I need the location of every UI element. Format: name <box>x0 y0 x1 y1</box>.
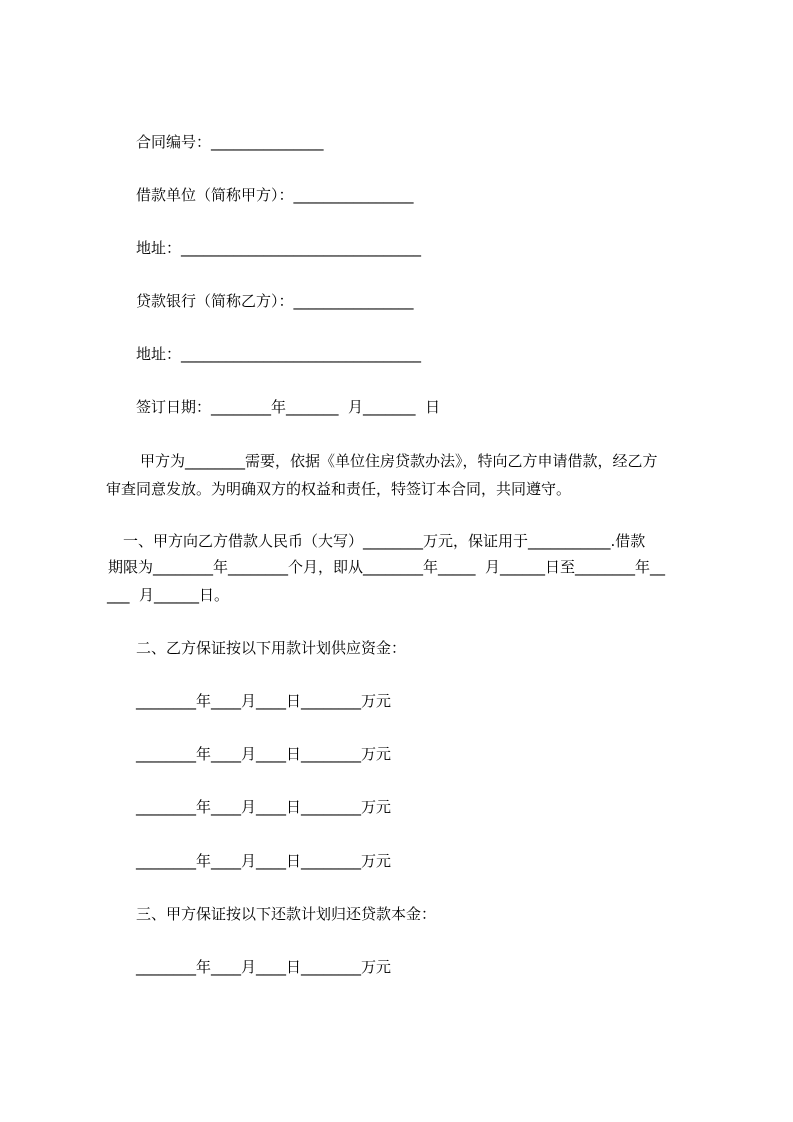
repayment-schedule-row: ________年____月____日________万元 <box>136 958 392 976</box>
intro-paragraph-line-2: 审查同意发放。为明确双方的权益和责任，特签订本合同，共同遵守。 <box>106 480 572 498</box>
clause-1-line-3: ___ 月______日。 <box>107 586 230 604</box>
lender-address-field: 地址：________________________________ <box>136 345 422 363</box>
borrower-field: 借款单位（简称甲方）：________________ <box>136 186 414 204</box>
clause-3-title: 三、甲方保证按以下还款计划归还贷款本金： <box>136 905 437 923</box>
clause-2-title: 二、乙方保证按以下用款计划供应资金： <box>136 639 407 657</box>
contract-number-field: 合同编号：_______________ <box>136 133 324 151</box>
borrower-address-field: 地址：________________________________ <box>136 239 422 257</box>
supply-schedule-row: ________年____月____日________万元 <box>136 852 392 870</box>
intro-paragraph-line-1: 甲方为________需要，依据《单位住房贷款办法》，特向乙方申请借款，经乙方 <box>140 452 658 470</box>
lender-bank-field: 贷款银行（简称乙方）：________________ <box>136 292 414 310</box>
clause-1-line-1: 一、甲方向乙方借款人民币（大写）________万元，保证用于___________.借款 <box>123 532 646 550</box>
supply-schedule-row: ________年____月____日________万元 <box>136 692 392 710</box>
sign-date-field: 签订日期：________年_______ 月_______ 日 <box>136 398 441 416</box>
supply-schedule-row: ________年____月____日________万元 <box>136 798 392 816</box>
clause-1-line-2: 期限为________年________个月，即从________年_____ 月______日至________年__ <box>108 558 666 576</box>
supply-schedule-row: ________年____月____日________万元 <box>136 745 392 763</box>
